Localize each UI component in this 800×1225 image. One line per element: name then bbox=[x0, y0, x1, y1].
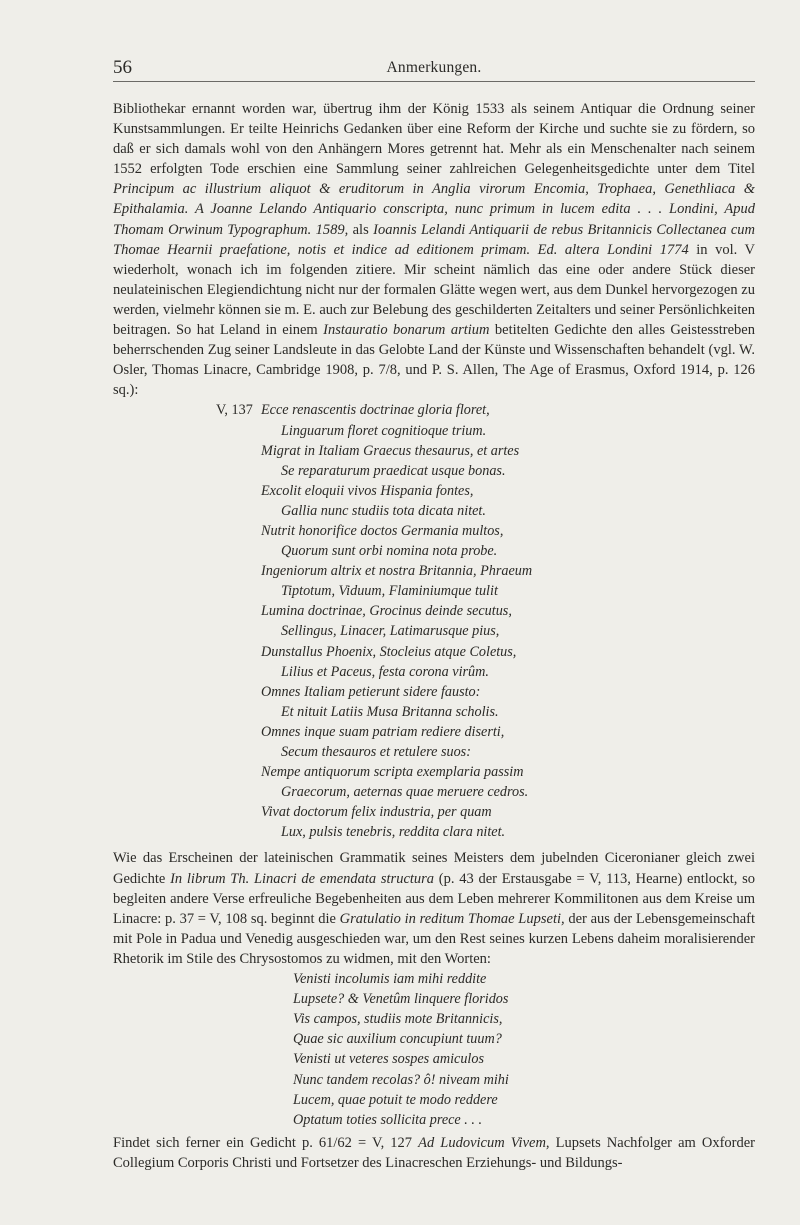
page-number: 56 bbox=[113, 57, 132, 78]
poem-line: Nunc tandem recolas? ô! niveam mihi bbox=[293, 1071, 509, 1088]
page-body bbox=[113, 99, 755, 1173]
poem-line: Lilius et Paceus, festa corona virûm. bbox=[281, 663, 489, 680]
poem-line: Sellingus, Linacer, Latimarusque pius, bbox=[281, 623, 500, 640]
paragraph-2 bbox=[113, 848, 755, 969]
poem-line: Nempe antiquorum scripta exemplaria passim bbox=[261, 764, 524, 781]
poem-line: Omnes Italiam petierunt sidere fausto: bbox=[261, 683, 481, 700]
poem-line: Vivat doctorum felix industria, per quam bbox=[261, 804, 492, 821]
running-title: Anmerkungen. bbox=[386, 59, 482, 76]
poem-line: Lupsete? & Venetûm linquere floridos bbox=[293, 991, 509, 1008]
italic-title: Gratulatio in reditum Thomae Lupseti, bbox=[339, 910, 565, 927]
poem-line: Lumina doctrinae, Grocinus deinde secutus, bbox=[261, 603, 512, 620]
poem-reference: V, 137 bbox=[216, 402, 253, 419]
poem-line: Graecorum, aeternas quae meruere cedros. bbox=[281, 784, 529, 801]
paragraph-3 bbox=[113, 1133, 755, 1173]
text-run: (p. 43 der Erstausgabe = V, 113, Hearne) entlockt, so begleiten andere Verse erfreuliche Begebenheiten aus dem Leben mehrerer Kommilitonen aus dem Kreise um Linacre: p. 37 = V, 108 sq. beginnt die bbox=[113, 870, 755, 927]
poem-line: Venisti incolumis iam mihi reddite bbox=[293, 971, 487, 988]
text-run: als bbox=[348, 221, 374, 238]
text-run: betitelten Gedichte den alles Geistesstreben beherrschenden Zug seiner Landsleute in das Gelobte Land der Künste und Wissenschaften behandelt (vgl. W. Osler, Thomas Linacre, Cambridge 1908, p. 7/8, und P. S. Allen, The Age of Erasmus, Oxford 1914, p. 126 sq.): bbox=[113, 322, 755, 399]
poem-line: Optatum toties sollicita prece . . . bbox=[293, 1111, 483, 1128]
text-run: Findet sich ferner ein Gedicht p. 61/62 = V, 127 bbox=[113, 1134, 419, 1151]
poem-line: Nutrit honorifice doctos Germania multos, bbox=[261, 522, 504, 539]
text-run: Wie das Erscheinen der lateinischen Grammatik seines Meisters dem jubelnden Ciceronianer gleich zwei Gedichte bbox=[113, 850, 755, 887]
paragraph-1 bbox=[113, 99, 755, 400]
poem-line: Omnes inque suam patriam rediere diserti, bbox=[261, 723, 505, 740]
poem-line: Vis campos, studiis mote Britannicis, bbox=[293, 1011, 503, 1028]
poem-line-text: Ecce renascentis doctrinae gloria floret, bbox=[261, 402, 490, 419]
poem-line: Linguarum floret cognitioque trium. bbox=[281, 422, 487, 439]
italic-title: Ad Ludovicum Vivem, bbox=[418, 1134, 550, 1151]
poem-instauratio bbox=[113, 400, 755, 842]
poem-line: Lux, pulsis tenebris, reddita clara nitet. bbox=[281, 824, 506, 841]
italic-title: Instauratio bonarum artium bbox=[323, 322, 490, 339]
poem-gratulatio bbox=[113, 969, 755, 1130]
poem-line bbox=[216, 400, 755, 420]
poem-line: Tiptotum, Viduum, Flaminiumque tulit bbox=[281, 583, 498, 600]
poem-line: Venisti ut veteres sospes amiculos bbox=[293, 1051, 484, 1068]
text-run: der aus der Lebensgemeinschaft mit Pole in Padua und Venedig ausgeschieden war, um den Rest seines kurzen Lebens daheim moralisierender Rhetorik im Stile des Chrysostomos zu widmen, mit den Worten: bbox=[113, 910, 756, 967]
poem-line: Dunstallus Phoenix, Stocleius atque Coletus, bbox=[261, 643, 517, 660]
text-run: Bibliothekar ernannt worden war, übertrug ihm der König 1533 als seinem Antiquar die Ordnung seiner Kunstsammlungen. Er teilte Heinrichs Gedanken über eine Reform der Kirche und suchte sie zu fördern, so daß er sich damals wohl von den Anhängern Mores getrennt hat. Mehr als ein Menschenalter nach seinem 1552 erfolgten Tode erschien eine Sammlung seiner zahlreichen Gelegenheitsgedichte unter dem Titel bbox=[113, 101, 755, 178]
poem-line: Excolit eloquii vivos Hispania fontes, bbox=[261, 482, 474, 499]
italic-title: Principum ac illustrium aliquot & eruditorum in Anglia virorum Encomia, Trophaea, Genethliaca & Epithalamia. A Joanne Lelando Antiquario conscripta, nunc primum in lucem edita . . . Londini, Apud Thomam Orwinum Typographum. 1589, bbox=[113, 181, 755, 238]
poem-line: Quae sic auxilium concupiunt tuum? bbox=[293, 1031, 502, 1048]
poem-line: Migrat in Italiam Graecus thesaurus, et artes bbox=[261, 442, 520, 459]
poem-line: Quorum sunt orbi nomina nota probe. bbox=[281, 543, 498, 560]
poem-line: Et nituit Latiis Musa Britanna scholis. bbox=[281, 703, 499, 720]
poem-line: Lucem, quae potuit te modo reddere bbox=[293, 1091, 498, 1108]
text-run: Lupsets Nachfolger am Oxforder Collegium Corporis Christi und Fortsetzer des Linacreschen Erziehungs- und Bildungs- bbox=[113, 1134, 755, 1171]
page-header bbox=[113, 55, 755, 82]
text-run: in vol. V wiederholt, wonach ich im folgenden zitiere. Mir scheint nämlich das eine oder andere Stück dieser neulateinischen Elegiendichtung nicht nur der formalen Glätte wegen wert, aus dem Dunkel hervorgezogen zu werden, vielmehr können sie m. E. auch zur Belebung des geschilderten Zeitalters und seiner Persönlichkeiten beitragen. So hat Leland in einem bbox=[113, 241, 755, 339]
italic-title: In librum Th. Linacri de emendata structura bbox=[170, 870, 435, 887]
italic-title: Ioannis Lelandi Antiquarii de rebus Britannicis Collectanea cum Thomae Hearnii praefatione, notis et indice ad editionem primam. Ed. altera Londini 1774 bbox=[113, 221, 755, 258]
poem-line: Ingeniorum altrix et nostra Britannia, Phraeum bbox=[261, 563, 533, 580]
poem-line: Secum thesauros et retulere suos: bbox=[281, 744, 471, 760]
poem-line: Se reparaturum praedicat usque bonas. bbox=[281, 462, 506, 479]
poem-line: Gallia nunc studiis tota dicata nitet. bbox=[281, 502, 486, 519]
